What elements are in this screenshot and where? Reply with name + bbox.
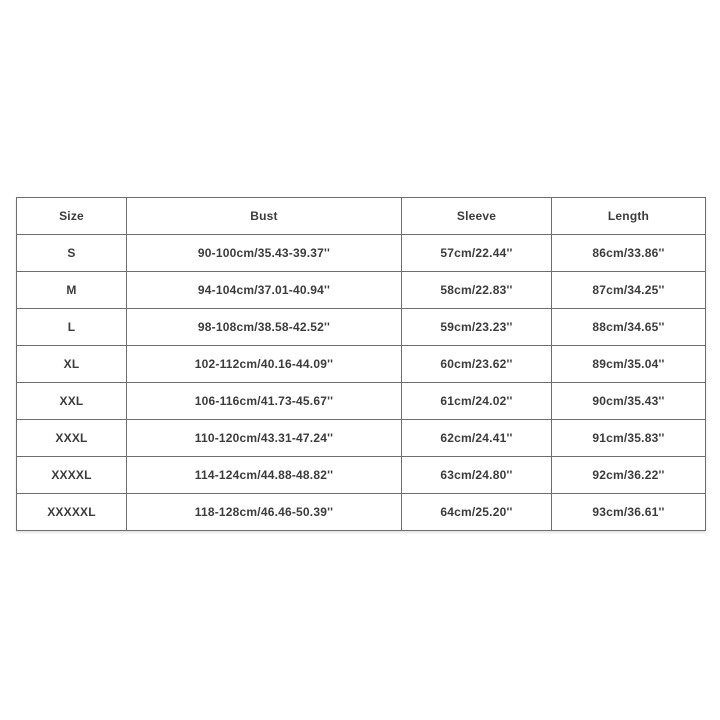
header-cell-sleeve: Sleeve	[402, 198, 552, 235]
cell-length: 89cm/35.04''	[552, 346, 706, 383]
cell-size: XXL	[17, 383, 127, 420]
cell-bust: 106-116cm/41.73-45.67''	[127, 383, 402, 420]
cell-sleeve: 57cm/22.44''	[402, 235, 552, 272]
cell-length: 87cm/34.25''	[552, 272, 706, 309]
cell-bust: 94-104cm/37.01-40.94''	[127, 272, 402, 309]
cell-bust: 118-128cm/46.46-50.39''	[127, 494, 402, 531]
cell-sleeve: 60cm/23.62''	[402, 346, 552, 383]
cell-sleeve: 62cm/24.41''	[402, 420, 552, 457]
table-row	[17, 457, 706, 494]
cell-size: XXXXXL	[17, 494, 127, 531]
table-row	[17, 383, 706, 420]
cell-size: M	[17, 272, 127, 309]
table-row	[17, 235, 706, 272]
cell-length: 90cm/35.43''	[552, 383, 706, 420]
header-cell-size: Size	[17, 198, 127, 235]
cell-size: XXXL	[17, 420, 127, 457]
table-row	[17, 494, 706, 531]
header-row	[17, 198, 706, 235]
header-cell-length: Length	[552, 198, 706, 235]
cell-size: XXXXL	[17, 457, 127, 494]
table-header	[17, 198, 706, 235]
cell-sleeve: 61cm/24.02''	[402, 383, 552, 420]
cell-length: 91cm/35.83''	[552, 420, 706, 457]
table-body	[17, 235, 706, 531]
cell-bust: 102-112cm/40.16-44.09''	[127, 346, 402, 383]
table-row	[17, 346, 706, 383]
cell-size: XL	[17, 346, 127, 383]
cell-bust: 90-100cm/35.43-39.37''	[127, 235, 402, 272]
cell-length: 88cm/34.65''	[552, 309, 706, 346]
cell-sleeve: 58cm/22.83''	[402, 272, 552, 309]
cell-bust: 114-124cm/44.88-48.82''	[127, 457, 402, 494]
header-cell-bust: Bust	[127, 198, 402, 235]
cell-sleeve: 59cm/23.23''	[402, 309, 552, 346]
cell-length: 86cm/33.86''	[552, 235, 706, 272]
cell-size: L	[17, 309, 127, 346]
cell-bust: 110-120cm/43.31-47.24''	[127, 420, 402, 457]
cell-bust: 98-108cm/38.58-42.52''	[127, 309, 402, 346]
cell-size: S	[17, 235, 127, 272]
table-row	[17, 420, 706, 457]
cell-length: 93cm/36.61''	[552, 494, 706, 531]
table-row	[17, 272, 706, 309]
size-chart-table	[16, 197, 706, 531]
cell-sleeve: 64cm/25.20''	[402, 494, 552, 531]
cell-sleeve: 63cm/24.80''	[402, 457, 552, 494]
table-row	[17, 309, 706, 346]
cell-length: 92cm/36.22''	[552, 457, 706, 494]
